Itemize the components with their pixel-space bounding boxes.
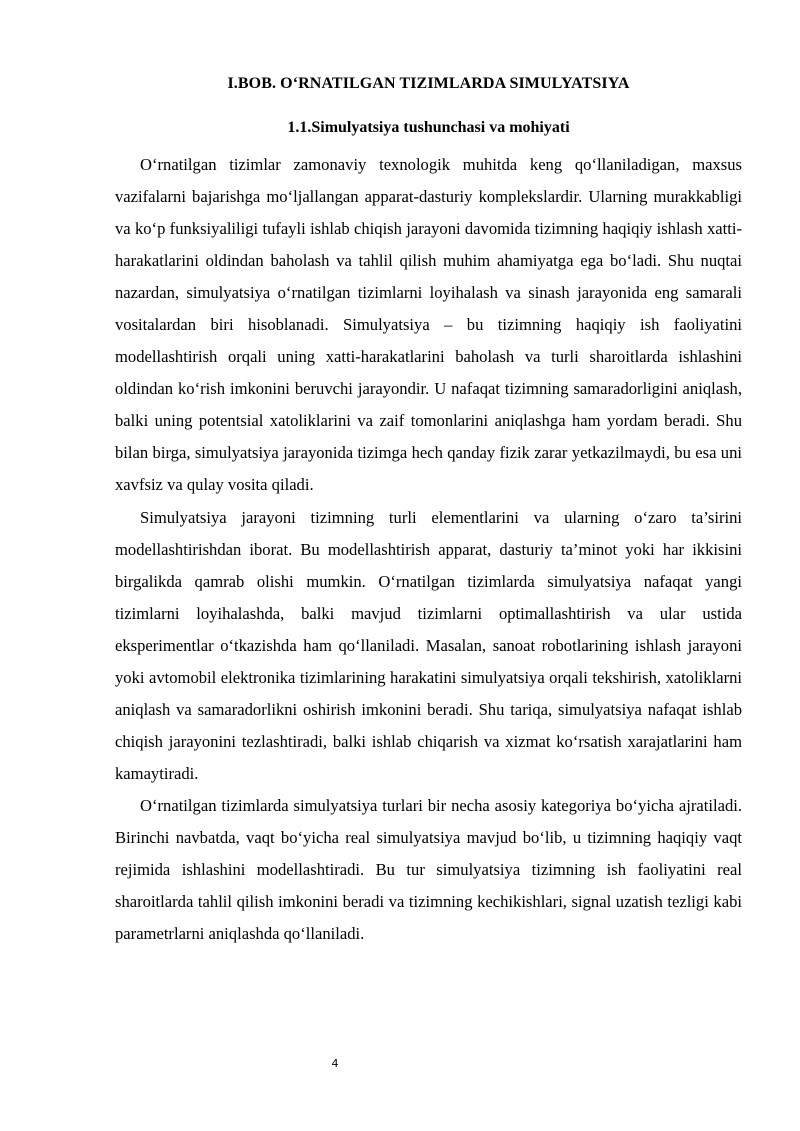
page-number: 4 bbox=[331, 1057, 339, 1070]
chapter-title: I.BOB. O‘RNATILGAN TIZIMLARDA SIMULYATSIYA bbox=[227, 75, 630, 92]
paragraph-2: Simulyatsiya jarayoni tizimning turli elementlarini va ularning o‘zaro ta’sirini modellashtirishdan iborat. Bu modellashtirish apparat, dasturiy ta’minot yoki har ikkisini birgalikda qamrab olishi mumkin. O‘rnatilgan tizimlarda simulyatsiya nafaqat yangi tizimlarni loyihalashda, balki mavjud tizimlarni optimallashtirish va ular ustida eksperimentlar o‘tkazishda ham qo‘llaniladi. Masalan, sanoat robotlarining ishlash jarayoni yoki avtomobil elektronika tizimlarining harakatini simulyatsiya orqali tekshirish, xatoliklarni aniqlash va samaradorlikni oshirish imkonini beradi. Shu tariqa, simulyatsiya nafaqat ishlab chiqish jarayonini tezlashtiradi, balki ishlab chiqarish va xizmat ko‘rsatish xarajatlarini ham kamaytiradi. bbox=[115, 507, 742, 783]
page-content bbox=[115, 73, 742, 950]
paragraph-1: O‘rnatilgan tizimlar zamonaviy texnologik muhitda keng qo‘llaniladigan, maxsus vazifalarni bajarishga mo‘ljallangan apparat-dasturiy komplekslardir. Ularning murakkabligi va ko‘p funksiyaliligi tufayli ishlab chiqish jarayoni davomida tizimning haqiqiy ishlash xatti-harakatlarini oldindan baholash va tahlil qilish muhim ahamiyatga ega bo‘ladi. Shu nuqtai nazardan, simulyatsiya o‘rnatilgan tizimlarni loyihalash va sinash jarayonida eng samarali vositalardan biri hisoblanadi. Simulyatsiya – bu tizimning haqiqiy ish faoliyatini modellashtirish orqali uning xatti-harakatlarini baholash va turli sharoitlarda ishlashini oldindan ko‘rish imkonini beruvchi jarayondir. U nafaqat tizimning samaradorligini aniqlash, balki uning potentsial xatoliklarini va zaif tomonlarini aniqlashga ham yordam beradi. Shu bilan birga, simulyatsiya jarayonida tizimga hech qanday fizik zarar yetkazilmaydi, bu esa uni xavfsiz va qulay vosita qiladi. bbox=[115, 155, 742, 495]
paragraph-3: O‘rnatilgan tizimlarda simulyatsiya turlari bir necha asosiy kategoriya bo‘yicha ajratiladi. Birinchi navbatda, vaqt bo‘yicha real simulyatsiya mavjud bo‘lib, u tizimning haqiqiy vaqt rejimida ishlashini modellashtiradi. Bu tur simulyatsiya tizimning ish faoliyatini real sharoitlarda tahlil qilish imkonini beradi va tizimning kechikishlari, signal uzatish tezligi kabi parametrlarni aniqlashda qo‘llaniladi. bbox=[115, 795, 742, 944]
section-title: 1.1.Simulyatsiya tushunchasi va mohiyati bbox=[287, 119, 570, 136]
